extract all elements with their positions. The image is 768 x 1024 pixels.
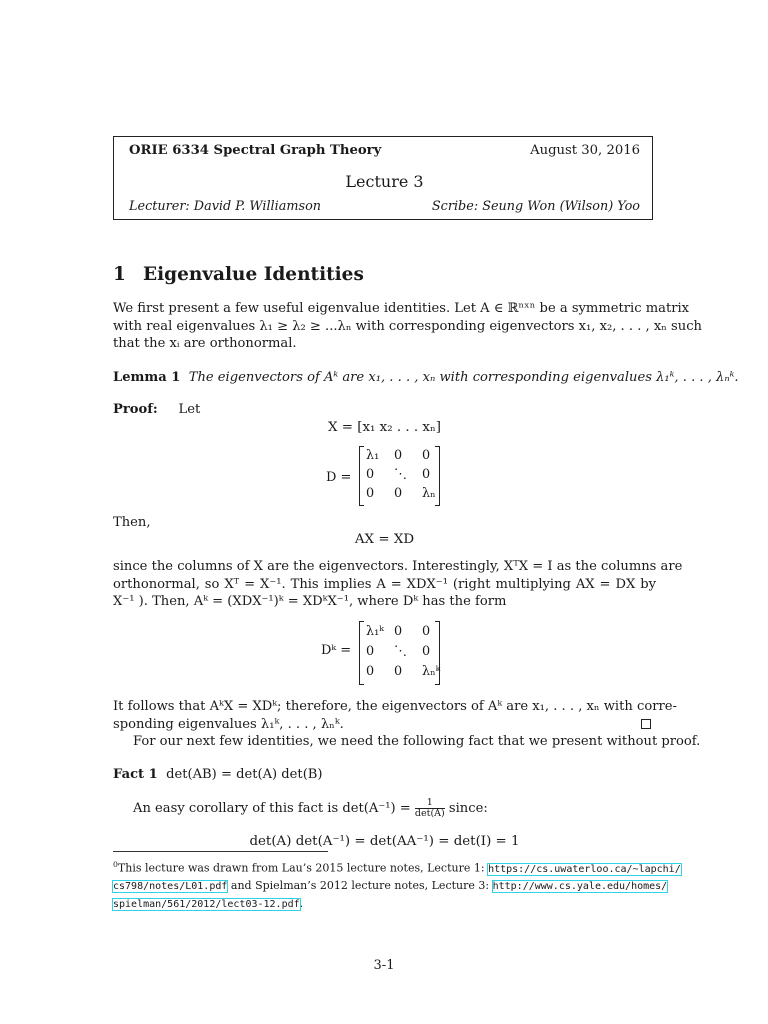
footnote-link-spielman[interactable]: http://www.cs.yale.edu/homes/ [492,881,668,893]
proof-label: Proof: [113,402,158,417]
matrix-cell: 0 [366,664,375,679]
matrix-bracket-left [359,621,364,685]
matrix-cell: 0 [422,448,431,463]
intro-line: with real eigenvalues λ₁ ≥ λ₂ ≥ ...λₙ with corresponding eigenvectors x₁, x₂, . . . , xₙ such [113,318,702,334]
fraction-numerator: 1 [415,798,445,809]
footnote-text: This lecture was drawn from Lau’s 2015 lecture notes, Lecture 1: [117,861,485,875]
page-number: 3-1 [373,958,395,973]
det-equation: det(A) det(A⁻¹) = det(AA⁻¹) = det(I) = 1 [249,834,520,849]
lecturer-name: Lecturer: David P. Williamson [129,199,322,214]
matrix-cell: λₙᵏ [422,664,441,679]
proof-let: Let [178,402,201,417]
lecture-number: Lecture 3 [345,172,424,191]
lecture-date: August 30, 2016 [530,143,640,158]
matrix-cell: λ₁ᵏ [366,624,384,639]
section-heading [113,264,364,285]
ax-xd-equation: AX = XD [354,532,415,547]
lecture-header-box [113,136,653,220]
footnote-text: and Spielman’s 2012 lecture notes, Lecture 3: [230,879,490,893]
corollary [133,798,653,819]
corollary-text: An easy corollary of this fact is det(A⁻¹) = [133,801,411,816]
matrix-cell: λ₁ [366,448,380,463]
scribe-name: Scribe: Seung Won (Wilson) Yoo [431,199,640,214]
proof-line: sponding eigenvalues λ₁ᵏ, . . . , λₙᵏ. [113,716,344,732]
proof-paragraph-2 [113,558,683,611]
proof-line: since the columns of X are the eigenvectors. Interestingly, XᵀX = I as the columns are [113,559,683,574]
matrix-bracket-left [359,446,364,506]
then-line [113,514,656,532]
intro-line: that the xᵢ are orthonormal. [113,336,297,352]
x-definition: X = [x₁ x₂ . . . xₙ] [328,420,441,435]
lemma [113,369,739,387]
matrix-cell: λₙ [422,486,436,501]
lemma-label: Lemma 1 [113,370,181,385]
footnote [113,857,681,913]
matrix-cell: 0 [422,644,431,659]
matrix-cell: 0 [366,467,375,482]
matrix-cell: 0 [394,486,403,501]
matrix-cell: ⋱ [394,644,407,659]
fraction-denominator: det(A) [414,808,445,819]
matrix-cell: 0 [366,644,375,659]
lemma-text: The eigenvectors of Aᵏ are x₁, . . . , xₙ with corresponding eigenvalues λ₁ᵏ, . . . , λₙᵏ. [188,370,739,385]
course-title: ORIE 6334 Spectral Graph Theory [129,143,382,158]
matrix-cell: 0 [366,486,375,501]
qed-box [641,719,651,729]
proof-line: For our next few identities, we need the following fact that we present without proof. [133,734,701,750]
fraction [415,798,445,819]
proof-line: It follows that AᵏX = XDᵏ; therefore, the eigenvectors of Aᵏ are x₁, . . . , xₙ with corre- [113,699,677,714]
d-matrix-label: D = [326,470,352,485]
footnote-mark: 0 [113,860,118,869]
matrix-cell: ⋱ [394,467,407,482]
fact-label: Fact 1 [113,767,158,782]
intro-paragraph [113,300,702,353]
section-title: Eigenvalue Identities [143,264,364,285]
fact-text: det(AB) = det(A) det(B) [166,767,323,782]
then-text: Then, [113,515,151,530]
matrix-cell: 0 [394,624,403,639]
matrix-cell: 0 [394,448,403,463]
proof-paragraph-3 [113,698,701,751]
matrix-cell: 0 [422,467,431,482]
proof-line: orthonormal, so Xᵀ = X⁻¹. This implies A = XDX⁻¹ (right multiplying AX = DX by [113,576,656,592]
intro-line: We first present a few useful eigenvalue identities. Let A ∈ ℝⁿˣⁿ be a symmetric matrix [113,301,690,316]
corollary-since: since: [448,801,488,816]
matrix-cell: 0 [422,624,431,639]
footnote-link-lau-cont[interactable]: cs798/notes/L01.pdf [113,881,228,893]
footnote-link-spielman-cont[interactable]: spielman/561/2012/lect03-12.pdf [113,898,300,910]
fact [113,766,656,784]
matrix-cell: 0 [394,664,403,679]
dk-matrix-label: Dᵏ = [321,643,352,658]
footnote-link-lau[interactable]: https://cs.uwaterloo.ca/~lapchi/ [488,863,681,875]
footnote-end: . [299,896,304,910]
proof-start [113,401,656,419]
proof-line: X⁻¹ ). Then, Aᵏ = (XDX⁻¹)ᵏ = XDᵏX⁻¹, where Dᵏ has the form [113,594,507,610]
footnote-rule [113,851,328,852]
section-number: 1 [113,264,126,285]
matrix-bracket-right [435,446,440,506]
